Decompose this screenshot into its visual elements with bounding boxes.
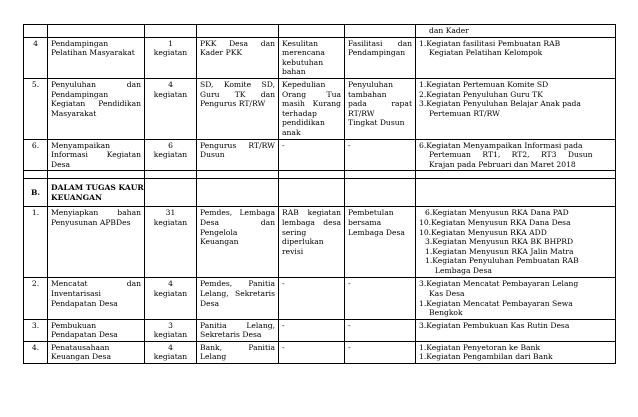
cell-no: 2. — [24, 278, 48, 319]
cell-kegiatan: Menyiapkan bahan Penyusunan APBDes — [48, 207, 145, 278]
cell-no: 1. — [24, 207, 48, 278]
cell-volume: 1 kegiatan — [145, 37, 197, 78]
cell-no: 5. — [24, 78, 48, 139]
cell-solusi: Penyuluhan tambahan pada rapat RT/RW Tingkat Dusun — [345, 78, 416, 139]
table-row — [24, 341, 616, 363]
cell-kegiatan: Penatausahaan Keuangan Desa — [48, 341, 145, 363]
cell-hasil: 1.Kegiatan Pertemuan Komite SD 2.Kegiatan Penyuluhan Guru TK 3.Kegiatan Penyuluhan Belajar Anak pada Pertemuan RT/RW — [416, 78, 616, 139]
cell-hasil: 1.Kegiatan Penyetoran ke Bank 1.Kegiatan Pengambilan dari Bank — [416, 341, 616, 363]
cell-solusi: - — [345, 319, 416, 341]
cell-kegiatan: Mencatat dan Inventarisasi Pendapatan Desa — [48, 278, 145, 319]
cell-masalah: Kesulitan merencana kebutuhan bahan — [279, 37, 345, 78]
cell-mitra: Pemdes, Lembaga Desa dan Pengelola Keuangan — [197, 207, 279, 278]
cell-no: 4 — [24, 37, 48, 78]
cell-hasil: 6.Kegiatan Menyampaikan Informasi pada Pertemuan RT1, RT2, RT3 Dusun Krajan pada Pebruari dan Maret 2018 — [416, 139, 616, 171]
cell-mitra: Pemdes, Panitia Lelang, Sekretaris Desa — [197, 278, 279, 319]
table-row — [24, 207, 616, 278]
cell-mitra: Pengurus RT/RW Dusun — [197, 139, 279, 171]
table-row — [24, 319, 616, 341]
section-title: DALAM TUGAS KAUR KEUANGAN — [48, 179, 145, 207]
cell-volume: 3 kegiatan — [145, 319, 197, 341]
cell-masalah: - — [279, 319, 345, 341]
cell-solusi: - — [345, 278, 416, 319]
table-row — [24, 139, 616, 171]
cell-masalah: RAB kegiatan lembaga desa sering diperlukan revisi — [279, 207, 345, 278]
cell-no: 6. — [24, 139, 48, 171]
cell-kegiatan: Menyampaikan Informasi Kegiatan Desa — [48, 139, 145, 171]
cell-solusi: - — [345, 139, 416, 171]
table-row-spacer — [24, 171, 616, 179]
cell-masalah: - — [279, 278, 345, 319]
cell-volume: 4 kegiatan — [145, 278, 197, 319]
cell-mitra: PKK Desa dan Kader PKK — [197, 37, 279, 78]
cell-hasil: dan Kader — [416, 25, 616, 38]
cell-masalah: Kepedulian Orang Tua masih Kurang terhadap pendidikan anak — [279, 78, 345, 139]
cell-mitra: Panitia Lelang, Sekretaris Desa — [197, 319, 279, 341]
cell-kegiatan: Penyuluhan dan Pendampingan Kegiatan Pendidikan Masyarakat — [48, 78, 145, 139]
cell-volume: 6 kegiatan — [145, 139, 197, 171]
cell-hasil: 3.Kegiatan Mencatat Pembayaran Lelang Kas Desa 1.Kegiatan Mencatat Pembayaran Sewa Bengkok — [416, 278, 616, 319]
cell-solusi: Fasilitasi dan Pendampingan — [345, 37, 416, 78]
cell-hasil: 6.Kegiatan Menyusun RKA Dana PAD 10.Kegiatan Menyusun RKA Dana Desa 10.Kegiatan Menyusun RKA ADD 3.Kegiatan Menyusun RKA BK BHPRD 1.Kegiatan Menyusun RKA Jalin Matra 1.Kegiatan Penyuluhan Pembuatan RAB Lembaga Desa — [416, 207, 616, 278]
cell-kegiatan: Pendampingan Pelatihan Masyarakat — [48, 37, 145, 78]
section-no: B. — [24, 179, 48, 207]
cell-hasil: 1.Kegiatan fasilitasi Pembuatan RAB Kegiatan Pelatihan Kelompok — [416, 37, 616, 78]
table-row — [24, 78, 616, 139]
cell-kegiatan: Pembukuan Pendapatan Desa — [48, 319, 145, 341]
cell-masalah: - — [279, 139, 345, 171]
table-row — [24, 278, 616, 319]
cell-solusi: - — [345, 341, 416, 363]
cell-masalah: - — [279, 341, 345, 363]
cell-solusi: Pembetulan bersama Lembaga Desa — [345, 207, 416, 278]
activity-report-table — [23, 24, 616, 364]
cell-volume: 4 kegiatan — [145, 78, 197, 139]
cell-mitra: SD, Komite SD, Guru TK dan Pengurus RT/RW — [197, 78, 279, 139]
section-header-row — [24, 179, 616, 207]
cell-no: 4. — [24, 341, 48, 363]
table-row — [24, 37, 616, 78]
cell-volume: 4 kegiatan — [145, 341, 197, 363]
cell-volume: 31 kegiatan — [145, 207, 197, 278]
cell-hasil: 3.Kegiatan Pembukuan Kas Rutin Desa — [416, 319, 616, 341]
cell-no: 3. — [24, 319, 48, 341]
table-row-continuation — [24, 25, 616, 38]
cell-mitra: Bank, Panitia Lelang — [197, 341, 279, 363]
